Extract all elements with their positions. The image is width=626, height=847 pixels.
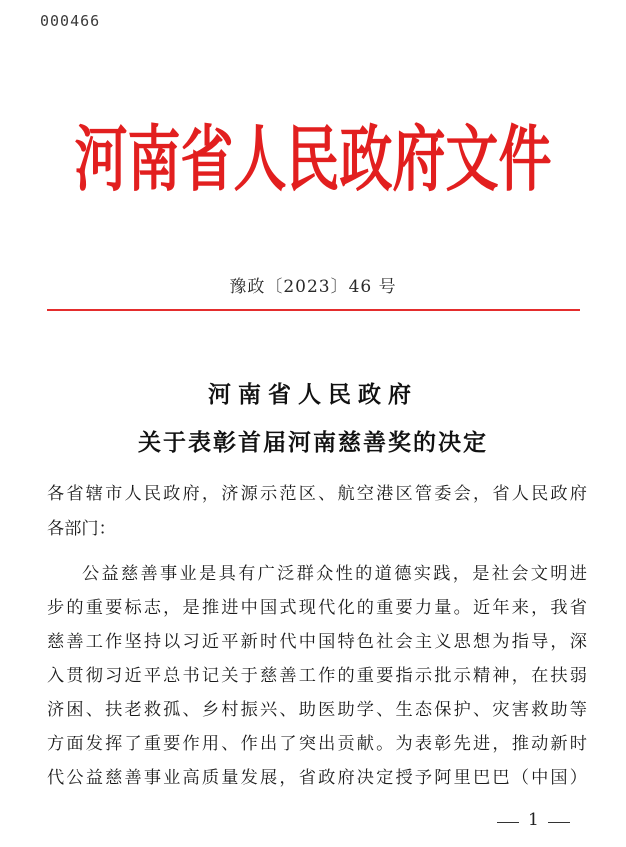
body-line: 步的重要标志，是推进中国式现代化的重要力量。近年来，我省 xyxy=(47,598,587,618)
body-line: 代公益慈善事业高质量发展，省政府决定授予阿里巴巴（中国） xyxy=(47,768,587,788)
addressee-line: 各省辖市人民政府，济源示范区、航空港区管委会，省人民政府 xyxy=(47,484,587,504)
body-line: 方面发挥了重要作用、作出了突出贡献。为表彰先进，推动新时 xyxy=(47,734,587,754)
document-title-issuer: 河南省人民政府 xyxy=(208,381,418,408)
body-line: 公益慈善事业是具有广泛群众性的道德实践，是社会文明进 xyxy=(82,564,587,584)
serial-number: 000466 xyxy=(40,12,101,30)
body-line: 济困、扶老救孤、乡村振兴、助医助学、生态保护、灾害救助等 xyxy=(47,700,587,720)
footer-dash-left xyxy=(497,822,519,823)
footer-dash-right xyxy=(548,822,570,823)
document-number: 豫政〔2023〕46 号 xyxy=(229,277,397,297)
document-title-subject: 关于表彰首届河南慈善奖的决定 xyxy=(138,429,488,456)
body-line: 慈善工作坚持以习近平新时代中国特色社会主义思想为指导，深 xyxy=(47,632,587,652)
page-number: 1 xyxy=(528,810,539,830)
document-masthead: 河南省人民政府文件 xyxy=(74,119,552,202)
red-divider-line xyxy=(47,309,580,311)
addressee-line: 各部门： xyxy=(47,519,116,539)
body-line: 入贯彻习近平总书记关于慈善工作的重要指示批示精神，在扶弱 xyxy=(47,666,587,686)
